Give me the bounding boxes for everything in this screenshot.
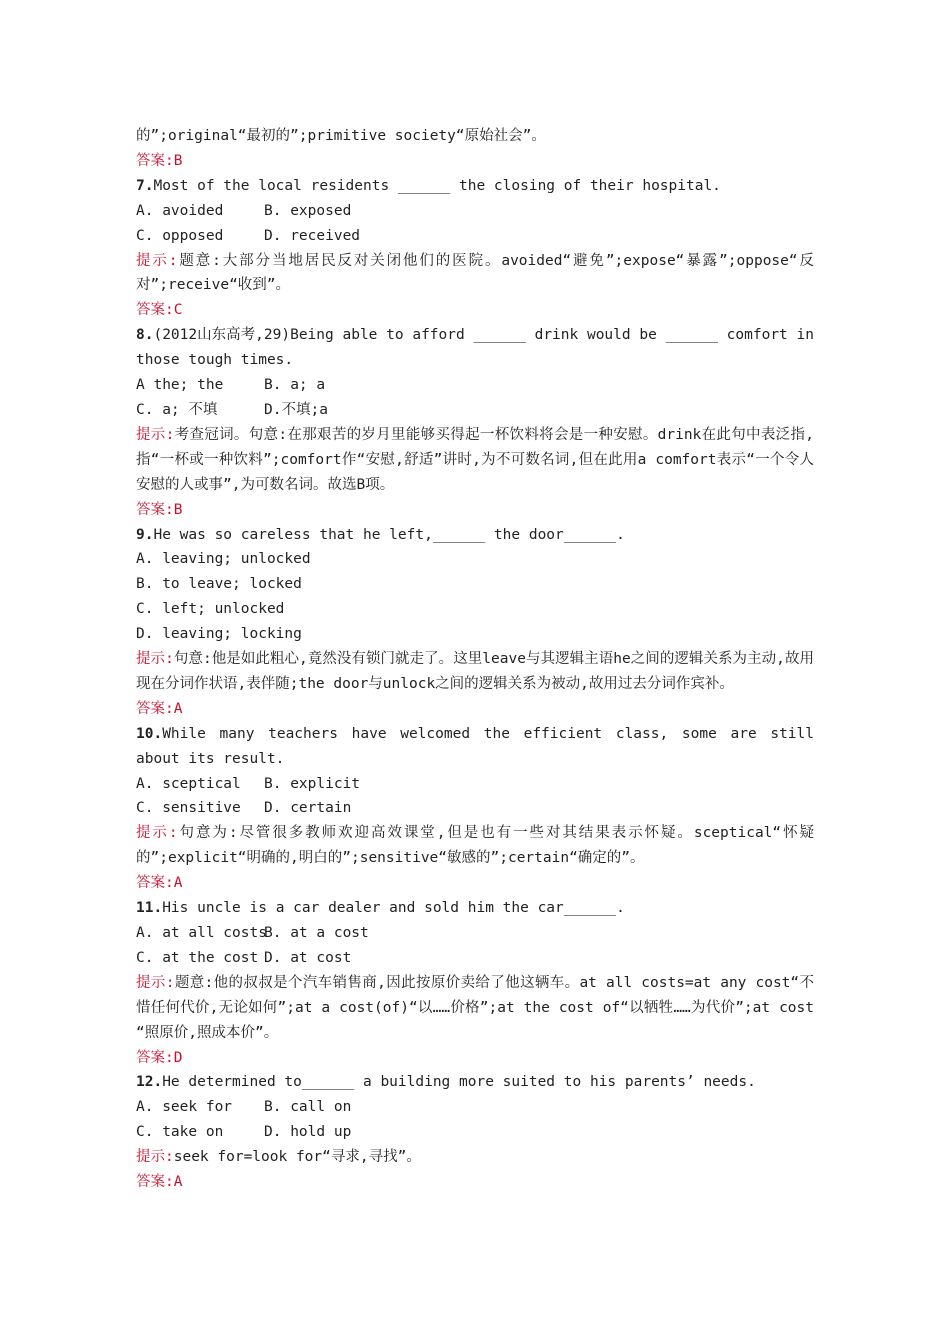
question-12-options-cd [136, 1120, 814, 1145]
option-a: A. sceptical [136, 775, 241, 792]
question-8-stem [136, 323, 814, 373]
question-9-answer [136, 697, 814, 722]
question-9-stem [136, 523, 814, 548]
question-8-options-cd [136, 398, 814, 423]
question-text: While many teachers have welcomed the efficient class, some are still about its result. [136, 725, 814, 767]
answer-value: B [173, 501, 183, 518]
hint-label: 提示: [136, 651, 174, 668]
question-7-options-cd [136, 224, 814, 249]
question-7-options-ab [136, 199, 814, 224]
answer-value: D [173, 1049, 183, 1066]
question-8-hint [136, 423, 814, 498]
question-10-stem [136, 722, 814, 772]
question-11-options-ab [136, 921, 814, 946]
question-9-hint [136, 647, 814, 697]
answer-label: 答案: [136, 875, 174, 892]
hint-label: 提示: [136, 426, 175, 443]
question-number: 9. [136, 526, 154, 543]
option-d: D. certain [264, 800, 352, 817]
question-11-hint [136, 971, 814, 1046]
option-d: D. leaving; locking [136, 626, 302, 643]
question-10-options-ab [136, 772, 814, 797]
question-number: 7. [136, 177, 154, 194]
hint-label: 提示: [136, 252, 178, 269]
option-a: A. at all costs [136, 925, 267, 941]
question-8-answer [136, 498, 814, 523]
option-b: B. at a cost [264, 925, 369, 941]
question-12-stem [136, 1070, 814, 1095]
question-text: (2012山东高考,29)Being able to afford ______ drink would be ______ comfort in those tough times. [136, 327, 814, 369]
question-10-options-cd [136, 796, 814, 821]
question-7-stem [136, 174, 814, 199]
hint-label: 提示: [136, 825, 178, 842]
question-text: He was so careless that he left,______ the door______. [153, 526, 625, 543]
hint-text: seek for=look for“寻求,寻找”。 [173, 1149, 421, 1166]
question-number: 12. [136, 1074, 163, 1091]
question-12-answer [136, 1170, 814, 1195]
option-b: B. exposed [264, 202, 352, 219]
option-c: C. left; unlocked [136, 601, 285, 618]
option-a: A. seek for [136, 1099, 233, 1116]
option-a: A the; the [136, 377, 224, 394]
question-12-options-ab [136, 1095, 814, 1120]
option-c: C. opposed [136, 227, 224, 244]
question-7-answer [136, 298, 814, 323]
option-c: C. take on [136, 1124, 224, 1141]
option-b: B. a; a [264, 377, 326, 394]
document-page [136, 124, 814, 1195]
option-b: B. to leave; locked [136, 576, 302, 593]
answer-value: A [173, 700, 183, 717]
answer-value: A [173, 875, 183, 892]
question-text: He determined to______ a building more suited to his parents’ needs. [162, 1074, 756, 1091]
intro-answer [136, 149, 814, 174]
option-b: B. call on [264, 1099, 352, 1116]
question-text: His uncle is a car dealer and sold him the car______. [162, 900, 625, 917]
option-a: A. leaving; unlocked [136, 551, 311, 568]
hint-text: 句意:他是如此粗心,竟然没有锁门就走了。这里leave与其逻辑主语he之间的逻辑关系为主动,故用现在分词作状语,表伴随;the door与unlock之间的逻辑关系为被动,故用过去分词作宾补。 [136, 651, 815, 692]
answer-value: C [173, 302, 183, 319]
question-12-hint [136, 1145, 814, 1170]
question-11-answer [136, 1046, 814, 1071]
answer-value: A [173, 1174, 183, 1191]
answer-label: 答案: [136, 1174, 174, 1191]
question-number: 11. [136, 900, 163, 917]
hint-label: 提示: [136, 974, 175, 991]
option-b: B. explicit [264, 775, 361, 792]
question-8-options-ab [136, 373, 814, 398]
question-11-options-cd [136, 946, 814, 971]
answer-label: 答案: [136, 700, 174, 717]
question-10-answer [136, 871, 814, 896]
answer-value: B [173, 152, 183, 169]
answer-label: 答案: [136, 501, 174, 518]
question-number: 10. [136, 725, 163, 742]
hint-text: 题意:大部分当地居民反对关闭他们的医院。avoided“避免”;expose“暴露”;oppose“反对”;receive“收到”。 [136, 252, 815, 294]
hint-text: 题意:他的叔叔是个汽车销售商,因此按原价卖给了他这辆车。at all costs=at any cost“不惜任何代价,无论如何”;at a cost(of)“以……价格”;at the cost of“以牺牲……为代价”;at cost “照原价,照成本价”。 [136, 974, 815, 1041]
hint-text: 句意为:尽管很多教师欢迎高效课堂,但是也有一些对其结果表示怀疑。sceptical“怀疑的”;explicit“明确的,明白的”;sensitive“敏感的”;certain“确定的”。 [136, 825, 814, 867]
option-a: A. avoided [136, 202, 224, 219]
hint-text: 考查冠词。句意:在那艰苦的岁月里能够买得起一杯饮料将会是一种安慰。drink在此句中表泛指,指“一杯或一种饮料”;comfort作“安慰,舒适”讲时,为不可数名词,但在此用a comfort表示“一个令人安慰的人或事”,为可数名词。故选B项。 [136, 426, 814, 493]
answer-label: 答案: [136, 302, 174, 319]
hint-label: 提示: [136, 1149, 174, 1166]
answer-label: 答案: [136, 152, 174, 169]
option-d: D. at cost [264, 949, 352, 966]
option-c: C. sensitive [136, 800, 241, 817]
question-number: 8. [136, 327, 154, 344]
option-c: C. at the cost [136, 949, 259, 966]
question-11-stem [136, 896, 814, 921]
answer-label: 答案: [136, 1049, 174, 1066]
option-d: D.不填;a [264, 401, 328, 418]
intro-text: 的”;original“最初的”;primitive society“原始社会”。 [136, 128, 546, 144]
option-c: C. a; 不填 [136, 401, 218, 418]
option-d: D. received [264, 227, 361, 244]
question-text: Most of the local residents ______ the closing of their hospital. [153, 177, 721, 194]
question-7-hint [136, 249, 814, 299]
option-d: D. hold up [264, 1124, 352, 1141]
question-10-hint [136, 821, 814, 871]
